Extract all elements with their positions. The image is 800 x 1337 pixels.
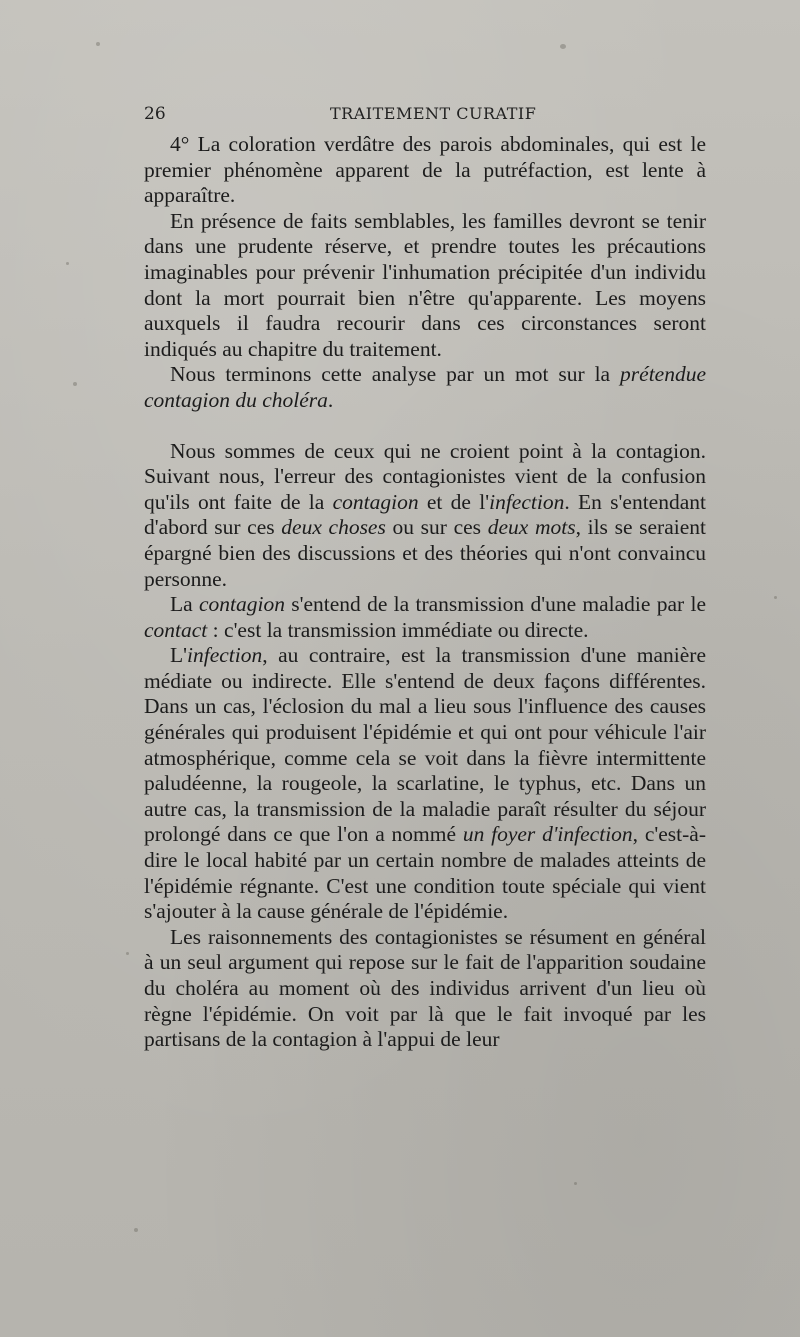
text-run: La [170, 592, 199, 617]
text-run: Les raisonnements des contagionistes se résument en général à un seul argument qui repose sur le fait de l'apparition soudaine du choléra au moment où des individus arrivent d'un lieu où règne l'épidémie. On voit par là que le fait invoqué par les partisans de la contagion à l'appui de leur [144, 924, 706, 1052]
italic-text: contagion [332, 489, 419, 514]
paragraph [144, 925, 706, 1053]
text-run: : c'est la transmission immédiate ou directe. [207, 617, 589, 642]
paragraph [144, 643, 706, 925]
text-run: . En s'entendant d'abord sur ces [144, 489, 706, 540]
running-title: TRAITEMENT CURATIF [330, 104, 537, 123]
italic-text: contagion [198, 592, 285, 617]
text-run: s'entend de la transmission d'une maladie par le [284, 592, 706, 617]
body-text [144, 132, 706, 1053]
paper-speck [134, 1228, 138, 1232]
paper-speck [560, 44, 566, 49]
text-run: Nous sommes de ceux qui ne croient point à la contagion. Suivant nous, l'erreur des contagionistes vient de la confusion qu'ils ont faite de la [144, 438, 706, 514]
text-run: L' [170, 643, 188, 668]
paragraph [144, 439, 706, 593]
paper-speck [73, 382, 77, 386]
italic-text: prétendue contagion du choléra [144, 362, 706, 412]
text-run: , c'est-à-dire le local habité par un certain nombre de malades atteints de l'épidémie régnante. C'est une condition toute spéciale qui vient s'ajouter à la cause générale de l'épidémie. [144, 822, 706, 924]
text-run: 4° La coloration verdâtre des parois abdominales, qui est le premier phénomène apparent de la putréfaction, est lente à apparaître. [144, 132, 706, 208]
paragraph [144, 209, 706, 363]
paragraph [144, 362, 706, 413]
text-run: , au contraire, est la transmission d'une manière médiate ou indirecte. Elle s'entend de deux façons différentes. Dans un cas, l'éclosion du mal a lieu sous l'influence des causes générales qui produisent l'épidémie et qui ont pour véhicule l'air atmosphérique, comme cela se voit dans la fièvre intermittente paludéenne, la rougeole, la scarlatine, le typhus, etc. Dans un autre cas, la transmission de la maladie paraît résulter du séjour prolongé dans ce que l'on a nommé [144, 643, 706, 847]
italic-text: infection [187, 643, 263, 668]
paper-speck [66, 262, 69, 265]
page-number: 26 [144, 104, 166, 124]
paper-speck [96, 42, 100, 46]
text-run: et de l' [418, 489, 490, 514]
page-header [144, 104, 704, 130]
italic-text: contact [144, 617, 208, 642]
italic-text: deux mots [487, 515, 576, 540]
text-run: ou sur ces [385, 515, 488, 540]
text-run: Nous terminons cette analyse par un mot sur la [170, 362, 621, 387]
italic-text: infection [489, 489, 565, 514]
paragraph [144, 592, 706, 643]
text-run: En présence de faits semblables, les familles devront se tenir dans une prudente réserve, et prendre toutes les précautions imaginables pour prévenir l'inhumation précipitée d'un individu dont la mort pourrait bien n'être qu'apparente. Les moyens auxquels il faudra recourir dans ces circonstances seront indiqués au chapitre du traitement. [144, 208, 706, 361]
text-run: . [327, 387, 334, 412]
paper-speck [774, 596, 777, 599]
italic-text: un foyer d'infection [462, 822, 633, 847]
paper-speck [126, 952, 129, 955]
paper-speck [574, 1182, 577, 1185]
italic-text: deux choses [281, 515, 386, 540]
text-run: , ils se seraient épargné bien des discussions et des théories qui n'ont convaincu personne. [144, 515, 707, 591]
paragraph [144, 132, 706, 209]
